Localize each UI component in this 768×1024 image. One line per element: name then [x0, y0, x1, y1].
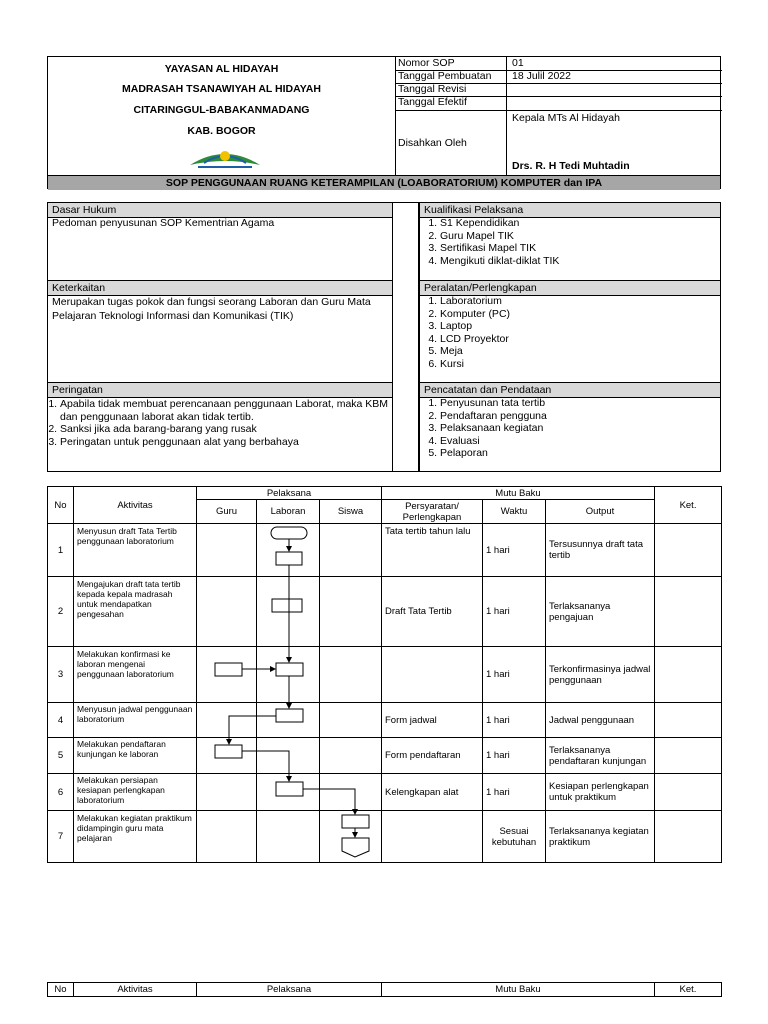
col-header-pelaksana: Pelaksana [197, 983, 382, 997]
col-header-ket: Ket. [655, 487, 722, 524]
col-header-mutu-baku: Mutu Baku [382, 983, 655, 997]
col-header-ket: Ket. [655, 983, 722, 997]
row-waktu: 1 hari [483, 647, 546, 703]
approver-title: Kepala MTs Al Hidayah [512, 112, 620, 124]
info-label: Tanggal Revisi [398, 83, 467, 95]
col-header-output: Output [546, 500, 655, 524]
col-header-waktu: Waktu [483, 500, 546, 524]
list-item: 1. Laboratorium [440, 295, 730, 308]
row-no: 5 [48, 738, 74, 774]
row-no: 4 [48, 703, 74, 738]
row-waktu: 1 hari [483, 524, 546, 577]
flow-offpage-end [342, 838, 369, 857]
row-waktu: 1 hari [483, 738, 546, 774]
row-persyaratan: Tata tertib tahun lalu [382, 524, 483, 577]
row-aktivitas: Melakukan pendaftaran kunjungan ke laboran [74, 738, 197, 774]
flow-process-box [215, 745, 242, 758]
info-label: Nomor SOP [398, 57, 455, 69]
row-output: Terlaksananya kegiatan praktikum [546, 811, 655, 863]
flow-terminator-start [271, 527, 307, 539]
list-item: 2. Pendaftaran pengguna [440, 410, 730, 423]
list-item: 2. Guru Mapel TIK [440, 230, 730, 243]
flow-process-box [215, 663, 242, 676]
row-persyaratan: Kelengkapan alat [382, 774, 483, 811]
list-item: 6. Kursi [440, 358, 730, 371]
col-header-no: No [48, 487, 74, 524]
row-no: 3 [48, 647, 74, 703]
row-aktivitas: Melakukan konfirmasi ke laboran mengenai penggunaan laboratorium [74, 647, 197, 703]
flow-process-box [276, 663, 303, 676]
row-no: 7 [48, 811, 74, 863]
keterkaitan-text: Merupakan tugas pokok dan fungsi seorang Laboran dan Guru Mata Pelajaran Teknologi Informasi dan Komunikasi (TIK) [52, 296, 371, 322]
org-line-2: MADRASAH TSANAWIYAH AL HIDAYAH [122, 83, 321, 95]
flow-process-box [272, 599, 302, 612]
org-line-4: KAB. BOGOR [187, 125, 256, 137]
peralatan-title: Peralatan/Perlengkapan [420, 280, 720, 296]
col-header-guru: Guru [197, 500, 257, 524]
list-item: 3. Sertifikasi Mapel TIK [440, 242, 730, 255]
row-persyaratan: Form pendaftaran [382, 738, 483, 774]
col-header-mutu-baku: Mutu Baku [382, 487, 655, 500]
list-item: 2. Komputer (PC) [440, 308, 730, 321]
row-no: 1 [48, 524, 74, 577]
dasar-hukum-title: Dasar Hukum [48, 203, 392, 218]
row-waktu: 1 hari [483, 774, 546, 811]
row-no: 6 [48, 774, 74, 811]
col-header-no: No [48, 983, 74, 997]
list-item: 4. Evaluasi [440, 435, 730, 448]
list-item: 5. Meja [440, 345, 730, 358]
list-item: 4. Mengikuti diklat-diklat TIK [440, 255, 730, 268]
sop-title: SOP PENGGUNAAN RUANG KETERAMPILAN (LOABORATORIUM) KOMPUTER dan IPA [48, 175, 720, 190]
row-output: Kesiapan perlengkapan untuk praktikum [546, 774, 655, 811]
row-waktu: Sesuai kebutuhan [483, 811, 546, 863]
row-no: 2 [48, 577, 74, 647]
row-output: Tersusunnya draft tata tertib [546, 524, 655, 577]
list-item: 2. Sanksi jika ada barang-barang yang rusak [60, 423, 404, 436]
col-header-persyaratan: Persyaratan/ Perlengkapan [382, 500, 483, 524]
peringatan-title: Peringatan [48, 382, 392, 398]
flow-process-box [276, 552, 302, 565]
row-output: Terlaksananya pengajuan [546, 577, 655, 647]
info-value: 18 Julil 2022 [506, 70, 571, 83]
row-persyaratan: Form jadwal [382, 703, 483, 738]
row-aktivitas: Menyusun draft Tata Tertib penggunaan laboratorium [74, 524, 197, 577]
list-item: 4. LCD Proyektor [440, 333, 730, 346]
approved-label: Disahkan Oleh [398, 137, 467, 149]
pencatatan-title: Pencatatan dan Pendataan [420, 382, 720, 398]
keterkaitan-title: Keterkaitan [48, 280, 392, 296]
row-waktu: 1 hari [483, 577, 546, 647]
row-aktivitas: Melakukan persiapan kesiapan perlengkapan laboratorium [74, 774, 197, 811]
info-label: Tanggal Pembuatan [398, 70, 492, 82]
row-aktivitas: Menyusun jadwal penggunaan laboratorium [74, 703, 197, 738]
list-item: 1. S1 Kependidikan [440, 217, 730, 230]
list-item: 1. Apabila tidak membuat perencanaan penggunaan Laborat, maka KBM dan penggunaan laborat akan tidak tertib. [60, 398, 404, 423]
row-output: Terkonfirmasinya jadwal penggunaan [546, 647, 655, 703]
row-waktu: 1 hari [483, 703, 546, 738]
col-header-aktivitas: Aktivitas [74, 487, 197, 524]
col-header-siswa: Siswa [320, 500, 382, 524]
col-header-laboran: Laboran [257, 500, 320, 524]
row-aktivitas: Melakukan kegiatan praktikum didampingin guru mata pelajaran [74, 811, 197, 863]
row-aktivitas: Mengajukan draft tata tertib kepada kepala madrasah untuk mendapatkan pengesahan [74, 577, 197, 647]
info-label: Tanggal Efektif [398, 96, 467, 108]
flow-process-box [276, 709, 303, 722]
list-item: 3. Peringatan untuk penggunaan alat yang berbahaya [60, 436, 404, 449]
list-item: 5. Pelaporan [440, 447, 730, 460]
dasar-hukum-text: Pedoman penyusunan SOP Kementrian Agama [52, 217, 275, 229]
approver-name: Drs. R. H Tedi Muhtadin [512, 160, 630, 172]
row-output: Jadwal penggunaan [546, 703, 655, 738]
flow-process-box [276, 782, 303, 796]
continuation-header [47, 982, 722, 997]
list-item: 1. Penyusunan tata tertib [440, 397, 730, 410]
row-persyaratan: Draft Tata Tertib [382, 577, 483, 647]
list-item: 3. Pelaksanaan kegiatan [440, 422, 730, 435]
org-line-3: CITARINGGUL-BABAKANMADANG [133, 104, 310, 116]
kualifikasi-title: Kualifikasi Pelaksana [420, 203, 720, 218]
flow-process-box [342, 815, 369, 828]
col-header-aktivitas: Aktivitas [74, 983, 197, 997]
list-item: 3. Laptop [440, 320, 730, 333]
info-value: 01 [506, 57, 524, 70]
org-line-1: YAYASAN AL HIDAYAH [164, 63, 279, 75]
col-header-pelaksana: Pelaksana [197, 487, 382, 500]
row-output: Terlaksananya pendaftaran kunjungan [546, 738, 655, 774]
